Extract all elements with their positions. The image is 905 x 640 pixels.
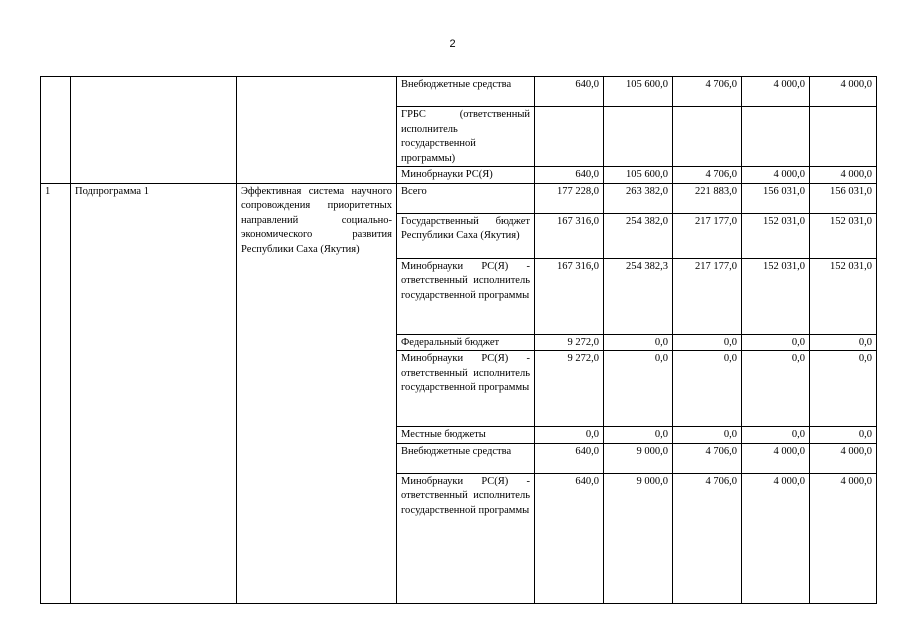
value-cell: 105 600,0	[604, 77, 673, 107]
value-cell: 4 000,0	[810, 77, 877, 107]
funding-source-cell: Всего	[397, 183, 535, 213]
value-cell: 640,0	[535, 167, 604, 184]
page-number: 2	[449, 38, 456, 50]
value-cell: 152 031,0	[742, 213, 810, 258]
value-cell: 4 000,0	[810, 473, 877, 604]
value-cell: 177 228,0	[535, 183, 604, 213]
table-row	[41, 77, 877, 107]
value-cell: 640,0	[535, 77, 604, 107]
value-cell: 4 000,0	[742, 77, 810, 107]
value-cell	[604, 107, 673, 167]
value-cell: 0,0	[742, 351, 810, 427]
funding-source-cell: Минобрнауки РС(Я) - ответственный исполнитель государственной программы	[397, 258, 535, 334]
funding-source-cell: Минобрнауки РС(Я) - ответственный исполнитель государственной программы	[397, 351, 535, 427]
funding-source-cell: ГРБС (ответственный исполнитель государственной программы)	[397, 107, 535, 167]
value-cell: 0,0	[673, 334, 742, 351]
value-cell: 4 000,0	[810, 167, 877, 184]
value-cell: 9 000,0	[604, 443, 673, 473]
funding-source-cell: Минобрнауки РС(Я)	[397, 167, 535, 184]
value-cell: 4 706,0	[673, 167, 742, 184]
value-cell: 4 000,0	[810, 443, 877, 473]
value-cell: 0,0	[742, 427, 810, 444]
value-cell: 640,0	[535, 443, 604, 473]
value-cell: 9 272,0	[535, 351, 604, 427]
funding-source-cell: Местные бюджеты	[397, 427, 535, 444]
budget-table	[40, 76, 877, 604]
value-cell: 152 031,0	[810, 213, 877, 258]
value-cell: 254 382,3	[604, 258, 673, 334]
funding-source-cell: Минобрнауки РС(Я) - ответственный исполнитель государственной программы	[397, 473, 535, 604]
value-cell: 0,0	[673, 427, 742, 444]
program-name-cell: Подпрограмма 1	[71, 183, 237, 604]
value-cell	[535, 107, 604, 167]
value-cell: 263 382,0	[604, 183, 673, 213]
value-cell: 4 706,0	[673, 473, 742, 604]
value-cell: 152 031,0	[810, 258, 877, 334]
value-cell: 0,0	[535, 427, 604, 444]
value-cell: 217 177,0	[673, 213, 742, 258]
value-cell: 221 883,0	[673, 183, 742, 213]
funding-source-cell: Государственный бюджет Республики Саха (Якутия)	[397, 213, 535, 258]
value-cell: 156 031,0	[810, 183, 877, 213]
value-cell: 4 000,0	[742, 473, 810, 604]
description-cell: Эффективная система научного сопровождения приоритетных направлений социально-экономического развития Республики Саха (Якутия)	[237, 183, 397, 604]
value-cell: 152 031,0	[742, 258, 810, 334]
funding-source-cell: Федеральный бюджет	[397, 334, 535, 351]
value-cell	[673, 107, 742, 167]
value-cell: 0,0	[810, 427, 877, 444]
value-cell: 0,0	[673, 351, 742, 427]
value-cell	[742, 107, 810, 167]
table-row	[41, 183, 877, 213]
value-cell: 4 000,0	[742, 443, 810, 473]
value-cell: 640,0	[535, 473, 604, 604]
value-cell: 167 316,0	[535, 213, 604, 258]
value-cell: 254 382,0	[604, 213, 673, 258]
value-cell: 105 600,0	[604, 167, 673, 184]
value-cell: 156 031,0	[742, 183, 810, 213]
value-cell: 9 000,0	[604, 473, 673, 604]
value-cell: 4 706,0	[673, 443, 742, 473]
value-cell: 4 706,0	[673, 77, 742, 107]
program-name-cell	[71, 77, 237, 184]
description-cell	[237, 77, 397, 184]
funding-source-cell: Внебюджетные средства	[397, 77, 535, 107]
value-cell: 167 316,0	[535, 258, 604, 334]
value-cell: 217 177,0	[673, 258, 742, 334]
value-cell: 0,0	[604, 351, 673, 427]
value-cell	[810, 107, 877, 167]
row-number-cell: 1	[41, 183, 71, 604]
value-cell: 0,0	[604, 427, 673, 444]
value-cell: 0,0	[810, 334, 877, 351]
value-cell: 9 272,0	[535, 334, 604, 351]
value-cell: 0,0	[810, 351, 877, 427]
value-cell: 0,0	[604, 334, 673, 351]
funding-source-cell: Внебюджетные средства	[397, 443, 535, 473]
value-cell: 4 000,0	[742, 167, 810, 184]
value-cell: 0,0	[742, 334, 810, 351]
row-number-cell	[41, 77, 71, 184]
